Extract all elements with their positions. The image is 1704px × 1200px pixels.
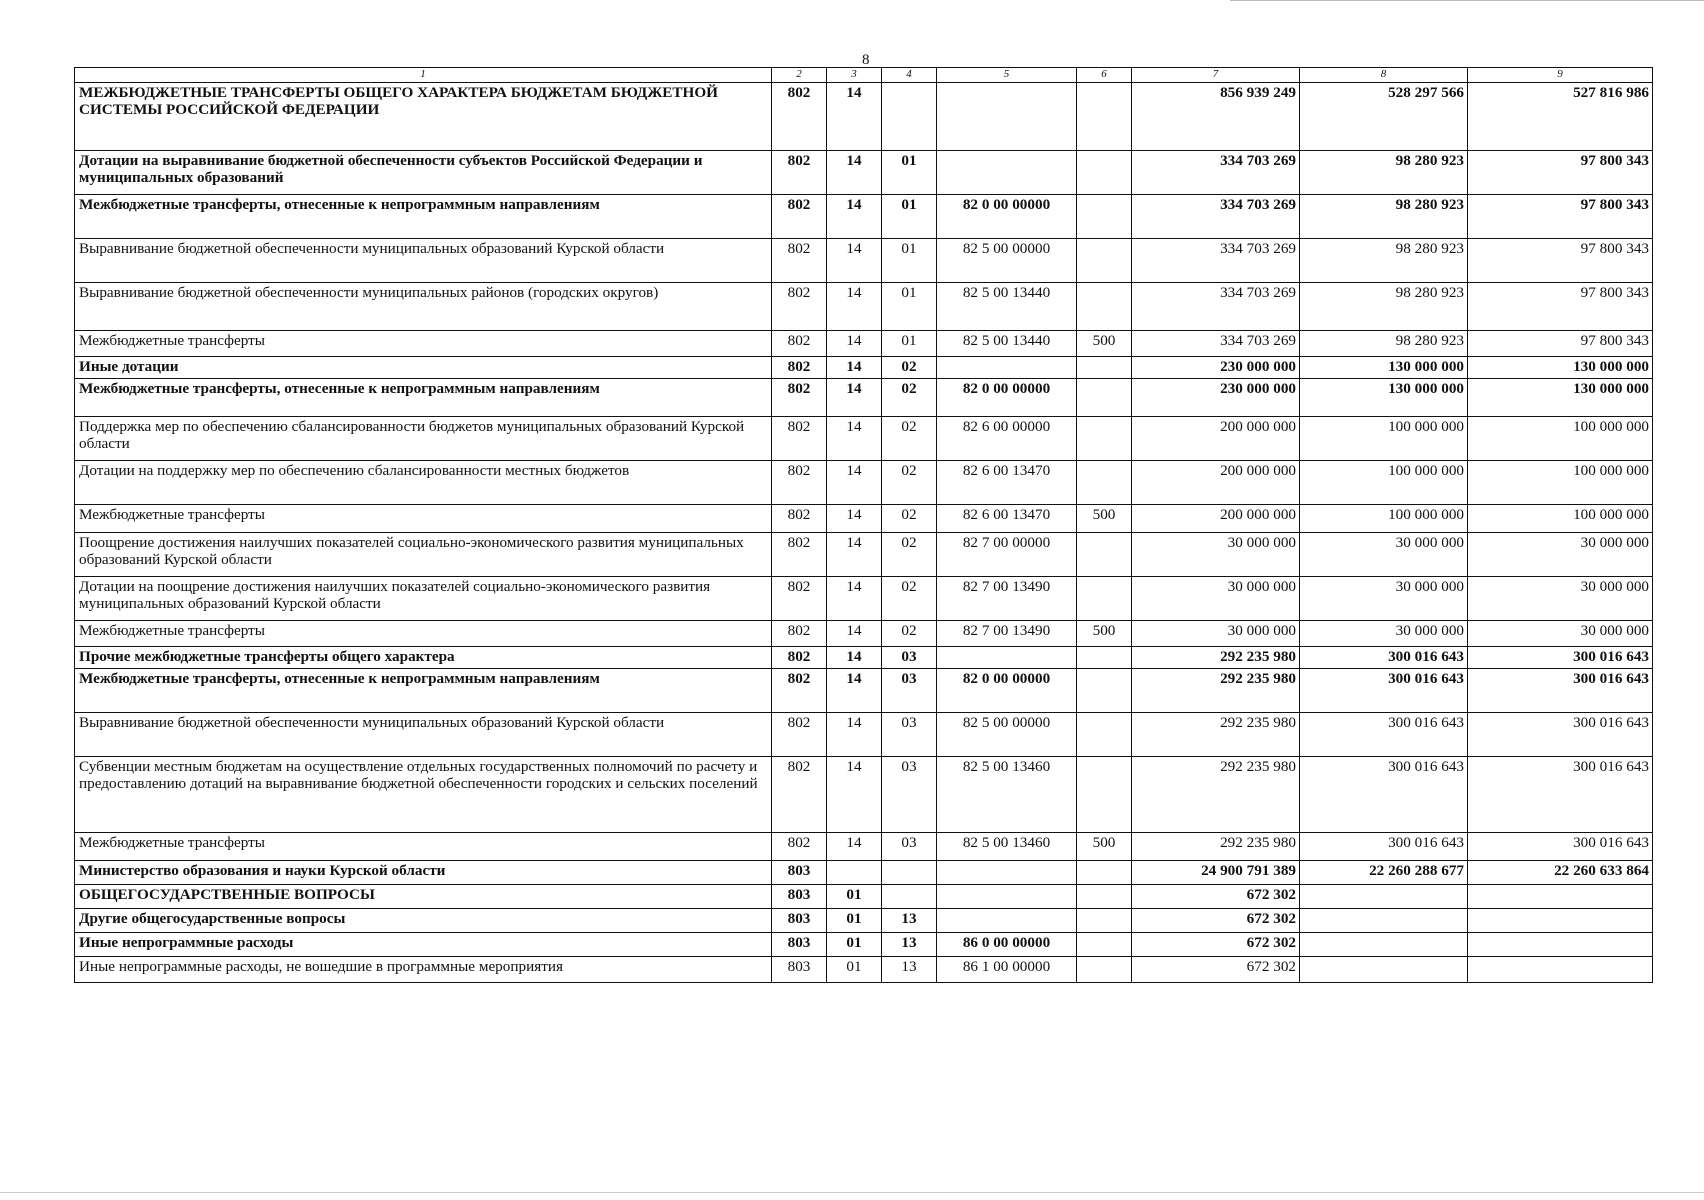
cell-amount-year-2: 98 280 923 — [1300, 283, 1468, 331]
row-name: Поддержка мер по обеспечению сбалансированности бюджетов муниципальных образований Курской области — [75, 417, 772, 461]
cell-subsection-code: 02 — [882, 461, 937, 505]
cell-section-code: 01 — [827, 933, 882, 957]
cell-subsection-code: 13 — [882, 957, 937, 983]
cell-amount-year-2: 100 000 000 — [1300, 417, 1468, 461]
table-row — [75, 461, 1653, 505]
cell-ministry-code: 802 — [772, 577, 827, 621]
cell-amount-year-1: 200 000 000 — [1132, 417, 1300, 461]
cell-expense-type — [1077, 195, 1132, 239]
cell-subsection-code: 01 — [882, 195, 937, 239]
cell-amount-year-1: 334 703 269 — [1132, 239, 1300, 283]
cell-amount-year-2 — [1300, 957, 1468, 983]
cell-ministry-code: 803 — [772, 885, 827, 909]
cell-ministry-code: 803 — [772, 861, 827, 885]
scan-edge-line — [1230, 0, 1704, 1]
cell-amount-year-3: 30 000 000 — [1468, 533, 1653, 577]
row-name: Межбюджетные трансферты, отнесенные к непрограммным направлениям — [75, 669, 772, 713]
cell-expense-type — [1077, 713, 1132, 757]
cell-amount-year-3: 100 000 000 — [1468, 461, 1653, 505]
cell-section-code: 14 — [827, 669, 882, 713]
cell-section-code: 14 — [827, 357, 882, 379]
cell-amount-year-3: 300 016 643 — [1468, 713, 1653, 757]
cell-amount-year-2: 30 000 000 — [1300, 577, 1468, 621]
cell-ministry-code: 802 — [772, 417, 827, 461]
cell-amount-year-1: 292 235 980 — [1132, 647, 1300, 669]
row-name: ОБЩЕГОСУДАРСТВЕННЫЕ ВОПРОСЫ — [75, 885, 772, 909]
cell-ministry-code: 802 — [772, 331, 827, 357]
cell-section-code: 14 — [827, 647, 882, 669]
table-row — [75, 357, 1653, 379]
cell-amount-year-3 — [1468, 885, 1653, 909]
cell-expense-type — [1077, 647, 1132, 669]
cell-amount-year-1: 672 302 — [1132, 957, 1300, 983]
cell-target-article: 82 5 00 13440 — [937, 331, 1077, 357]
cell-section-code: 14 — [827, 621, 882, 647]
cell-amount-year-3 — [1468, 909, 1653, 933]
cell-expense-type — [1077, 861, 1132, 885]
cell-subsection-code — [882, 885, 937, 909]
cell-section-code: 14 — [827, 713, 882, 757]
table-row — [75, 833, 1653, 861]
cell-subsection-code: 01 — [882, 151, 937, 195]
cell-amount-year-2: 528 297 566 — [1300, 83, 1468, 151]
cell-target-article: 82 5 00 13460 — [937, 757, 1077, 833]
row-name: Иные непрограммные расходы, не вошедшие в программные мероприятия — [75, 957, 772, 983]
cell-section-code: 01 — [827, 909, 882, 933]
row-name: Иные непрограммные расходы — [75, 933, 772, 957]
cell-ministry-code: 802 — [772, 505, 827, 533]
cell-target-article: 86 0 00 00000 — [937, 933, 1077, 957]
cell-expense-type: 500 — [1077, 833, 1132, 861]
cell-amount-year-1: 334 703 269 — [1132, 151, 1300, 195]
cell-subsection-code — [882, 861, 937, 885]
cell-section-code — [827, 861, 882, 885]
cell-amount-year-2: 300 016 643 — [1300, 757, 1468, 833]
cell-expense-type — [1077, 461, 1132, 505]
cell-target-article: 82 0 00 00000 — [937, 379, 1077, 417]
cell-expense-type — [1077, 669, 1132, 713]
cell-subsection-code: 03 — [882, 647, 937, 669]
column-header: 8 — [1300, 68, 1468, 83]
cell-amount-year-2: 98 280 923 — [1300, 151, 1468, 195]
table-row — [75, 909, 1653, 933]
cell-expense-type — [1077, 757, 1132, 833]
cell-expense-type: 500 — [1077, 621, 1132, 647]
cell-expense-type — [1077, 577, 1132, 621]
cell-amount-year-3 — [1468, 933, 1653, 957]
cell-expense-type — [1077, 933, 1132, 957]
cell-target-article: 82 5 00 00000 — [937, 713, 1077, 757]
row-name: Выравнивание бюджетной обеспеченности муниципальных районов (городских округов) — [75, 283, 772, 331]
cell-amount-year-3: 300 016 643 — [1468, 669, 1653, 713]
cell-amount-year-1: 334 703 269 — [1132, 283, 1300, 331]
cell-amount-year-1: 292 235 980 — [1132, 669, 1300, 713]
cell-amount-year-1: 200 000 000 — [1132, 461, 1300, 505]
column-header: 4 — [882, 68, 937, 83]
cell-amount-year-1: 200 000 000 — [1132, 505, 1300, 533]
table-row — [75, 621, 1653, 647]
row-name: Министерство образования и науки Курской области — [75, 861, 772, 885]
table-row — [75, 647, 1653, 669]
cell-subsection-code: 13 — [882, 909, 937, 933]
cell-target-article — [937, 861, 1077, 885]
cell-expense-type — [1077, 379, 1132, 417]
table-row — [75, 885, 1653, 909]
cell-amount-year-1: 672 302 — [1132, 885, 1300, 909]
column-number-row — [75, 68, 1653, 83]
row-name: МЕЖБЮДЖЕТНЫЕ ТРАНСФЕРТЫ ОБЩЕГО ХАРАКТЕРА БЮДЖЕТАМ БЮДЖЕТНОЙ СИСТЕМЫ РОССИЙСКОЙ ФЕДЕРАЦИИ — [75, 83, 772, 151]
cell-section-code: 14 — [827, 533, 882, 577]
table-row — [75, 195, 1653, 239]
cell-amount-year-2: 30 000 000 — [1300, 533, 1468, 577]
cell-section-code: 14 — [827, 83, 882, 151]
cell-expense-type — [1077, 885, 1132, 909]
cell-amount-year-2: 30 000 000 — [1300, 621, 1468, 647]
cell-target-article: 82 5 00 00000 — [937, 239, 1077, 283]
row-name: Выравнивание бюджетной обеспеченности муниципальных образований Курской области — [75, 713, 772, 757]
row-name: Прочие межбюджетные трансферты общего характера — [75, 647, 772, 669]
row-name: Другие общегосударственные вопросы — [75, 909, 772, 933]
cell-amount-year-2: 300 016 643 — [1300, 833, 1468, 861]
cell-amount-year-3: 97 800 343 — [1468, 239, 1653, 283]
row-name: Межбюджетные трансферты, отнесенные к непрограммным направлениям — [75, 379, 772, 417]
column-header: 6 — [1077, 68, 1132, 83]
cell-target-article: 82 0 00 00000 — [937, 669, 1077, 713]
cell-expense-type — [1077, 357, 1132, 379]
cell-amount-year-1: 672 302 — [1132, 933, 1300, 957]
cell-ministry-code: 803 — [772, 957, 827, 983]
scan-bottom-line — [0, 1192, 1704, 1193]
cell-subsection-code: 03 — [882, 757, 937, 833]
cell-target-article: 82 7 00 00000 — [937, 533, 1077, 577]
cell-amount-year-2 — [1300, 909, 1468, 933]
row-name: Поощрение достижения наилучших показателей социально-экономического развития муниципальных образований Курской области — [75, 533, 772, 577]
cell-subsection-code: 02 — [882, 357, 937, 379]
cell-target-article: 86 1 00 00000 — [937, 957, 1077, 983]
cell-amount-year-3: 97 800 343 — [1468, 283, 1653, 331]
cell-subsection-code: 13 — [882, 933, 937, 957]
column-header: 1 — [75, 68, 772, 83]
cell-subsection-code: 03 — [882, 713, 937, 757]
cell-amount-year-1: 230 000 000 — [1132, 379, 1300, 417]
cell-ministry-code: 802 — [772, 357, 827, 379]
cell-section-code: 14 — [827, 461, 882, 505]
row-name: Дотации на поддержку мер по обеспечению сбалансированности местных бюджетов — [75, 461, 772, 505]
cell-section-code: 14 — [827, 151, 882, 195]
cell-subsection-code: 02 — [882, 417, 937, 461]
cell-target-article: 82 6 00 00000 — [937, 417, 1077, 461]
row-name: Дотации на выравнивание бюджетной обеспеченности субъектов Российской Федерации и муниципальных образований — [75, 151, 772, 195]
cell-amount-year-3: 300 016 643 — [1468, 647, 1653, 669]
cell-amount-year-3: 130 000 000 — [1468, 357, 1653, 379]
row-name: Межбюджетные трансферты — [75, 505, 772, 533]
row-name: Иные дотации — [75, 357, 772, 379]
cell-subsection-code: 03 — [882, 669, 937, 713]
table-row — [75, 861, 1653, 885]
cell-section-code: 01 — [827, 885, 882, 909]
cell-subsection-code: 03 — [882, 833, 937, 861]
cell-target-article: 82 0 00 00000 — [937, 195, 1077, 239]
cell-amount-year-1: 30 000 000 — [1132, 577, 1300, 621]
cell-amount-year-2: 100 000 000 — [1300, 461, 1468, 505]
table-row — [75, 379, 1653, 417]
table-row — [75, 533, 1653, 577]
cell-section-code: 14 — [827, 417, 882, 461]
cell-subsection-code: 01 — [882, 239, 937, 283]
cell-section-code: 14 — [827, 577, 882, 621]
table-row — [75, 757, 1653, 833]
cell-subsection-code: 02 — [882, 379, 937, 417]
cell-amount-year-3: 97 800 343 — [1468, 195, 1653, 239]
column-header: 3 — [827, 68, 882, 83]
cell-target-article: 82 5 00 13460 — [937, 833, 1077, 861]
cell-subsection-code: 02 — [882, 505, 937, 533]
cell-expense-type — [1077, 417, 1132, 461]
cell-target-article — [937, 151, 1077, 195]
cell-target-article — [937, 885, 1077, 909]
cell-amount-year-2: 100 000 000 — [1300, 505, 1468, 533]
cell-amount-year-2 — [1300, 933, 1468, 957]
table-row — [75, 151, 1653, 195]
row-name: Субвенции местным бюджетам на осуществление отдельных государственных полномочий по расчету и предоставлению дотаций на выравнивание бюджетной обеспеченности городских и сельских поселений — [75, 757, 772, 833]
table-row — [75, 713, 1653, 757]
cell-amount-year-3: 30 000 000 — [1468, 621, 1653, 647]
cell-amount-year-1: 856 939 249 — [1132, 83, 1300, 151]
cell-ministry-code: 802 — [772, 283, 827, 331]
cell-amount-year-2: 98 280 923 — [1300, 331, 1468, 357]
row-name: Межбюджетные трансферты — [75, 621, 772, 647]
table-row — [75, 331, 1653, 357]
cell-amount-year-2: 300 016 643 — [1300, 647, 1468, 669]
cell-expense-type: 500 — [1077, 331, 1132, 357]
cell-amount-year-3 — [1468, 957, 1653, 983]
row-name: Выравнивание бюджетной обеспеченности муниципальных образований Курской области — [75, 239, 772, 283]
table-row — [75, 957, 1653, 983]
cell-ministry-code: 802 — [772, 833, 827, 861]
cell-amount-year-3: 300 016 643 — [1468, 833, 1653, 861]
cell-amount-year-3: 22 260 633 864 — [1468, 861, 1653, 885]
cell-section-code: 14 — [827, 239, 882, 283]
cell-amount-year-1: 672 302 — [1132, 909, 1300, 933]
cell-expense-type — [1077, 239, 1132, 283]
budget-table — [74, 67, 1653, 983]
cell-section-code: 14 — [827, 283, 882, 331]
column-header: 2 — [772, 68, 827, 83]
cell-amount-year-1: 334 703 269 — [1132, 195, 1300, 239]
column-header: 5 — [937, 68, 1077, 83]
cell-expense-type — [1077, 151, 1132, 195]
cell-subsection-code: 01 — [882, 331, 937, 357]
cell-ministry-code: 802 — [772, 647, 827, 669]
cell-target-article — [937, 357, 1077, 379]
cell-ministry-code: 802 — [772, 195, 827, 239]
cell-ministry-code: 802 — [772, 151, 827, 195]
cell-amount-year-2: 130 000 000 — [1300, 357, 1468, 379]
row-name: Межбюджетные трансферты — [75, 833, 772, 861]
table-row — [75, 283, 1653, 331]
table-body — [75, 83, 1653, 983]
cell-target-article: 82 5 00 13440 — [937, 283, 1077, 331]
cell-amount-year-3: 97 800 343 — [1468, 331, 1653, 357]
cell-expense-type — [1077, 283, 1132, 331]
cell-target-article — [937, 909, 1077, 933]
cell-target-article: 82 7 00 13490 — [937, 621, 1077, 647]
page-number: 8 — [862, 52, 870, 68]
table-row — [75, 417, 1653, 461]
cell-expense-type: 500 — [1077, 505, 1132, 533]
row-name: Межбюджетные трансферты — [75, 331, 772, 357]
cell-section-code: 14 — [827, 379, 882, 417]
cell-ministry-code: 802 — [772, 621, 827, 647]
cell-amount-year-3: 130 000 000 — [1468, 379, 1653, 417]
cell-subsection-code: 02 — [882, 621, 937, 647]
cell-amount-year-2: 98 280 923 — [1300, 239, 1468, 283]
table-row — [75, 505, 1653, 533]
cell-amount-year-3: 97 800 343 — [1468, 151, 1653, 195]
cell-amount-year-2: 22 260 288 677 — [1300, 861, 1468, 885]
cell-subsection-code: 01 — [882, 283, 937, 331]
cell-amount-year-1: 334 703 269 — [1132, 331, 1300, 357]
cell-amount-year-1: 292 235 980 — [1132, 833, 1300, 861]
cell-target-article: 82 6 00 13470 — [937, 461, 1077, 505]
cell-target-article — [937, 647, 1077, 669]
cell-ministry-code: 802 — [772, 461, 827, 505]
table-row — [75, 933, 1653, 957]
table-row — [75, 577, 1653, 621]
cell-amount-year-3: 100 000 000 — [1468, 505, 1653, 533]
cell-expense-type — [1077, 83, 1132, 151]
cell-section-code: 14 — [827, 505, 882, 533]
cell-amount-year-3: 30 000 000 — [1468, 577, 1653, 621]
cell-target-article: 82 6 00 13470 — [937, 505, 1077, 533]
cell-ministry-code: 802 — [772, 713, 827, 757]
cell-amount-year-1: 30 000 000 — [1132, 533, 1300, 577]
cell-ministry-code: 802 — [772, 83, 827, 151]
table-row — [75, 669, 1653, 713]
cell-expense-type — [1077, 909, 1132, 933]
cell-expense-type — [1077, 957, 1132, 983]
cell-amount-year-1: 230 000 000 — [1132, 357, 1300, 379]
cell-target-article — [937, 83, 1077, 151]
cell-section-code: 01 — [827, 957, 882, 983]
row-name: Межбюджетные трансферты, отнесенные к непрограммным направлениям — [75, 195, 772, 239]
cell-amount-year-3: 100 000 000 — [1468, 417, 1653, 461]
cell-amount-year-1: 30 000 000 — [1132, 621, 1300, 647]
cell-ministry-code: 802 — [772, 757, 827, 833]
cell-ministry-code: 802 — [772, 379, 827, 417]
cell-amount-year-3: 300 016 643 — [1468, 757, 1653, 833]
cell-amount-year-1: 292 235 980 — [1132, 757, 1300, 833]
cell-amount-year-1: 24 900 791 389 — [1132, 861, 1300, 885]
cell-amount-year-3: 527 816 986 — [1468, 83, 1653, 151]
cell-ministry-code: 802 — [772, 239, 827, 283]
table-row — [75, 239, 1653, 283]
cell-amount-year-2: 98 280 923 — [1300, 195, 1468, 239]
cell-amount-year-1: 292 235 980 — [1132, 713, 1300, 757]
cell-expense-type — [1077, 533, 1132, 577]
column-header: 9 — [1468, 68, 1653, 83]
cell-subsection-code: 02 — [882, 533, 937, 577]
cell-ministry-code: 802 — [772, 533, 827, 577]
cell-amount-year-2: 130 000 000 — [1300, 379, 1468, 417]
cell-section-code: 14 — [827, 833, 882, 861]
cell-ministry-code: 803 — [772, 933, 827, 957]
cell-target-article: 82 7 00 13490 — [937, 577, 1077, 621]
cell-subsection-code — [882, 83, 937, 151]
cell-subsection-code: 02 — [882, 577, 937, 621]
cell-section-code: 14 — [827, 757, 882, 833]
row-name: Дотации на поощрение достижения наилучших показателей социально-экономического развития муниципальных образований Курской области — [75, 577, 772, 621]
cell-ministry-code: 802 — [772, 669, 827, 713]
cell-section-code: 14 — [827, 195, 882, 239]
cell-section-code: 14 — [827, 331, 882, 357]
cell-ministry-code: 803 — [772, 909, 827, 933]
column-header: 7 — [1132, 68, 1300, 83]
table-row — [75, 83, 1653, 151]
cell-amount-year-2 — [1300, 885, 1468, 909]
cell-amount-year-2: 300 016 643 — [1300, 669, 1468, 713]
cell-amount-year-2: 300 016 643 — [1300, 713, 1468, 757]
